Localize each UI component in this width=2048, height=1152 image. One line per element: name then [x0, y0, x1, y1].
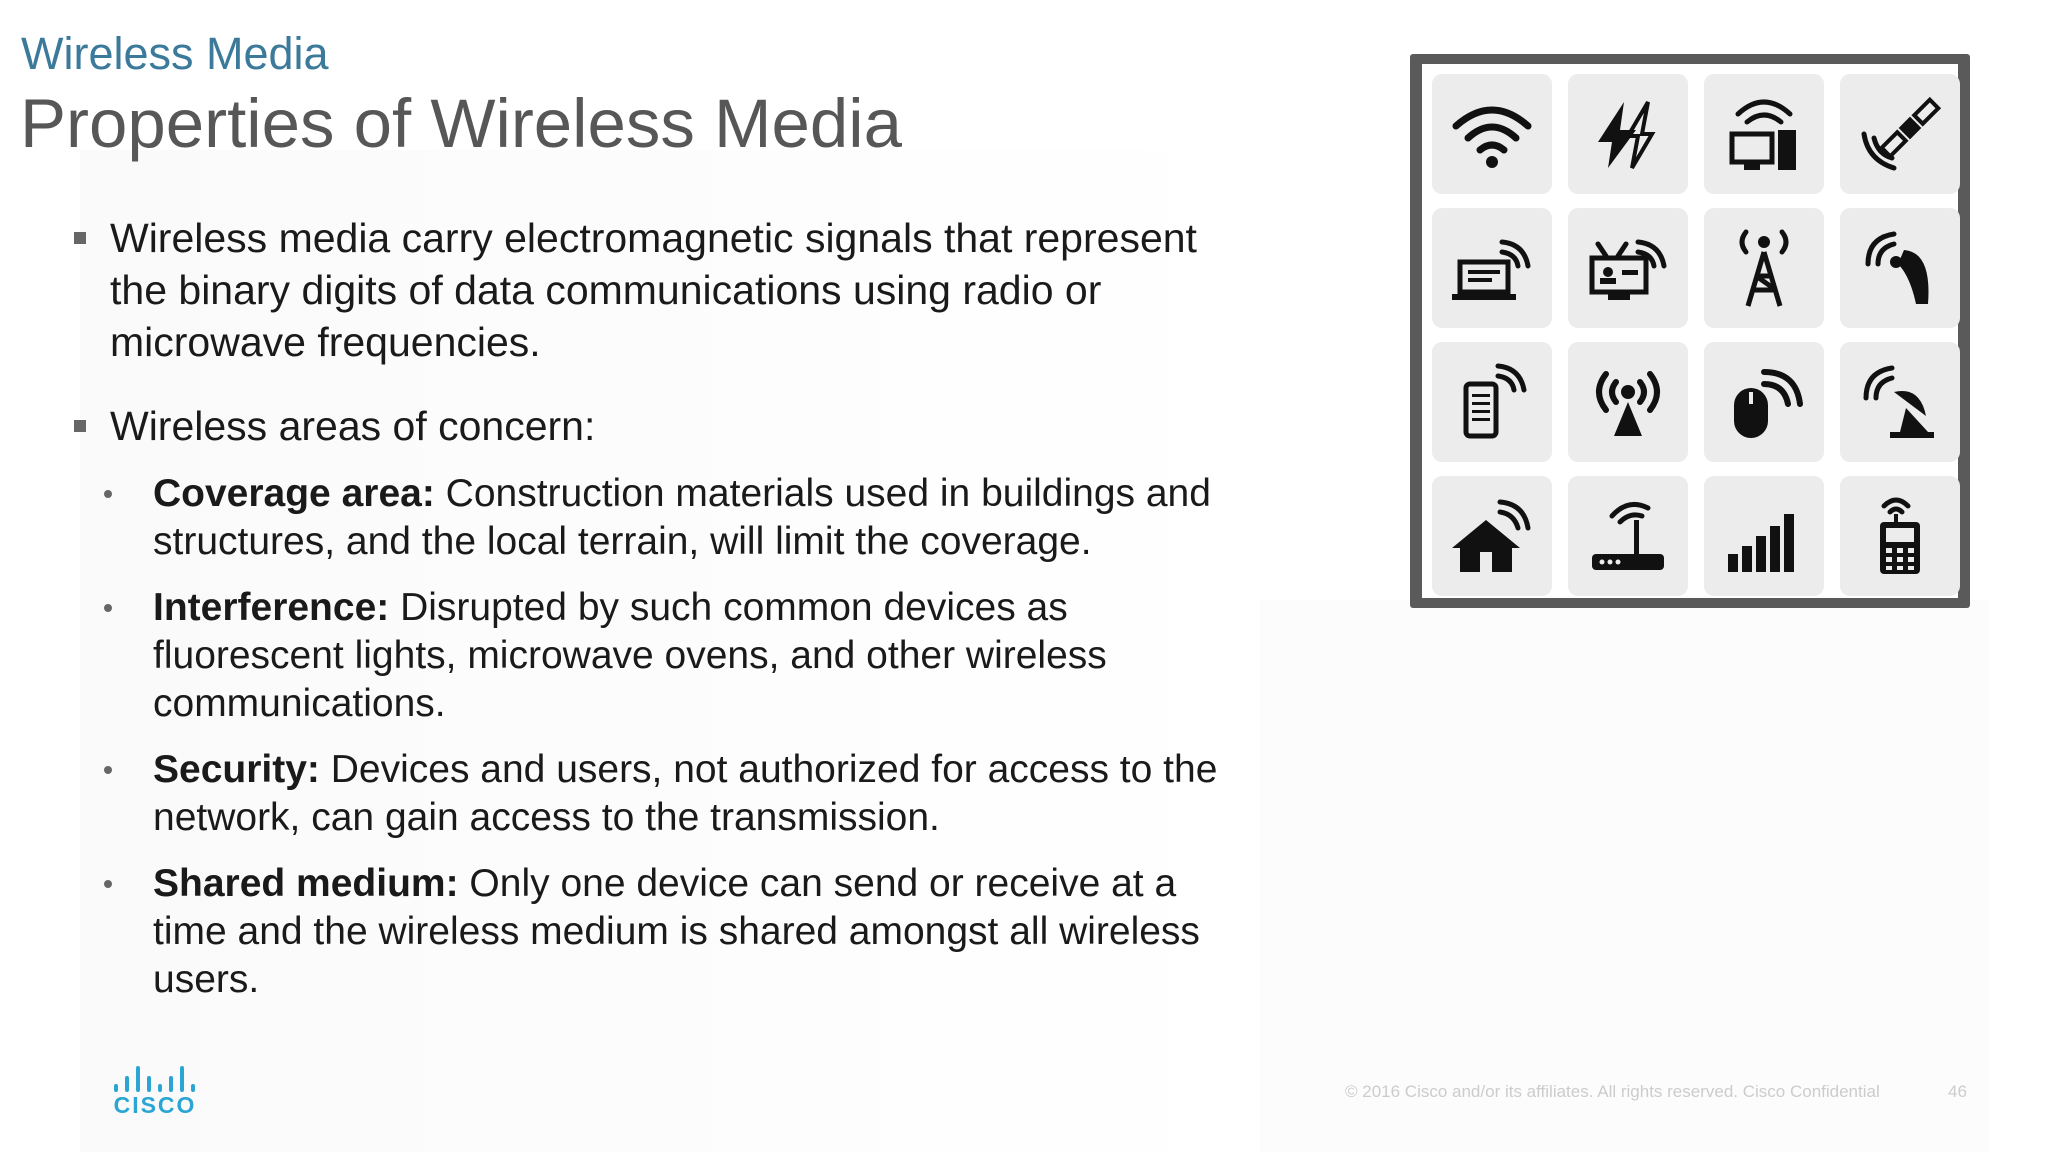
- sub-bullet-term: Security:: [153, 748, 320, 791]
- bullet-item: [70, 400, 1260, 452]
- bullet-text: Wireless media carry electromagnetic signals that represent the binary digits of data communications using radio or microwave frequencies.: [110, 215, 1197, 365]
- round-bullet-icon: [104, 604, 112, 612]
- sub-bullet-item: [70, 860, 1260, 1004]
- cisco-wordmark: CISCO: [113, 1092, 197, 1118]
- footer-copyright: © 2016 Cisco and/or its affiliates. All rights reserved. Cisco Confidential: [1345, 1082, 1880, 1101]
- cell-phone-icon: [1840, 476, 1960, 596]
- sub-bullet-text: Devices and users, not authorized for access to the network, can gain access to the transmission.: [153, 748, 1218, 839]
- dish-antenna-icon: [1840, 342, 1960, 462]
- sync-arrows-icon: [1568, 74, 1688, 194]
- satellite-icon: [1840, 74, 1960, 194]
- sub-bullet-text: Only one device can send or receive at a time and the wireless medium is shared amongst all wireless users.: [153, 862, 1200, 1001]
- wifi-icon: [1432, 74, 1552, 194]
- right-background: [1260, 600, 1990, 1152]
- sub-bullet-term: Interference:: [153, 586, 390, 629]
- sub-bullet-list: [70, 470, 1260, 1004]
- icon-grid: [1422, 64, 1958, 598]
- sub-bullet-text: Disrupted by such common devices as fluorescent lights, microwave ovens, and other wireless communications.: [153, 586, 1107, 725]
- section-title: Wireless Media: [21, 28, 329, 79]
- wireless-mouse-icon: [1704, 342, 1824, 462]
- page-title: Properties of Wireless Media: [20, 85, 902, 162]
- square-bullet-icon: [74, 420, 86, 432]
- sub-bullet-item: [70, 470, 1260, 566]
- broadcast-antenna-icon: [1568, 342, 1688, 462]
- round-bullet-icon: [104, 490, 112, 498]
- wireless-tv-icon: [1568, 208, 1688, 328]
- bullet-list: [70, 212, 1260, 1022]
- round-bullet-icon: [104, 766, 112, 774]
- cisco-logo-bars: [112, 1066, 198, 1092]
- wifi-desktop-icon: [1704, 74, 1824, 194]
- sub-bullet-term: Coverage area:: [153, 472, 435, 515]
- cisco-logo: [112, 1066, 198, 1118]
- satellite-dish-icon: [1840, 208, 1960, 328]
- signal-bars-icon: [1704, 476, 1824, 596]
- radio-tower-icon: [1704, 208, 1824, 328]
- sub-bullet-text: Construction materials used in buildings and structures, and the local terrain, will limit the coverage.: [153, 472, 1211, 563]
- sub-bullet-item: [70, 746, 1260, 842]
- page-number: 46: [1948, 1082, 1967, 1101]
- wireless-laptop-icon: [1432, 208, 1552, 328]
- wireless-icons-image: [1410, 54, 1970, 608]
- wireless-home-icon: [1432, 476, 1552, 596]
- bullet-item: [70, 212, 1260, 368]
- wireless-phone-icon: [1432, 342, 1552, 462]
- sub-bullet-item: [70, 584, 1260, 728]
- wireless-router-icon: [1568, 476, 1688, 596]
- sub-bullet-term: Shared medium:: [153, 862, 459, 905]
- square-bullet-icon: [74, 232, 86, 244]
- bullet-text: Wireless areas of concern:: [110, 403, 596, 449]
- round-bullet-icon: [104, 880, 112, 888]
